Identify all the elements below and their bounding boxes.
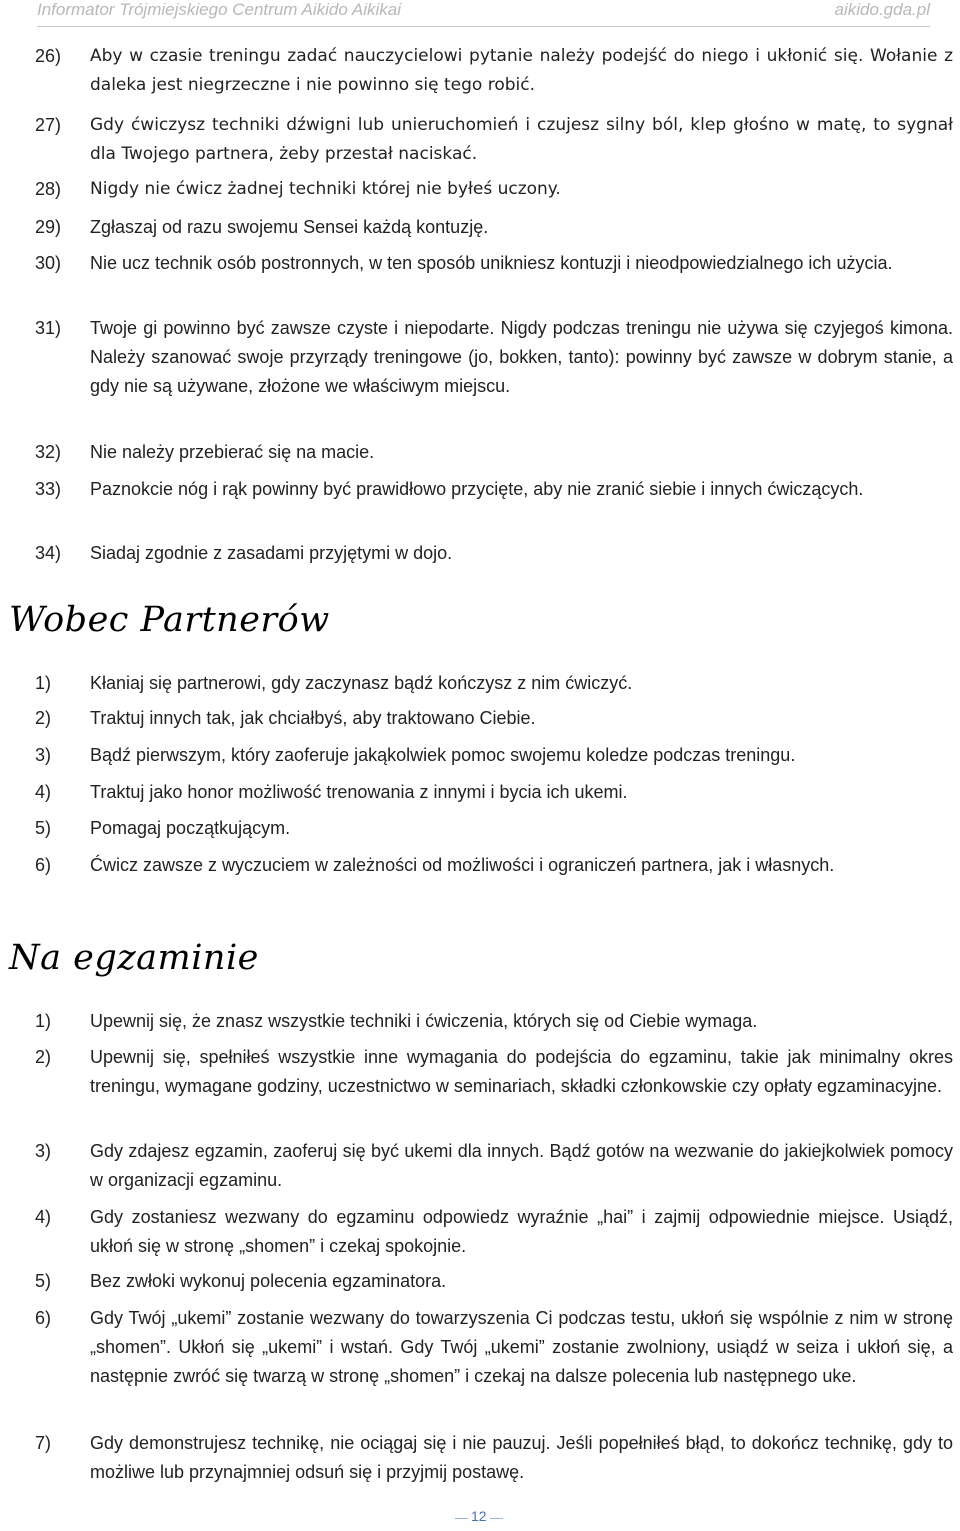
list-item: [35, 778, 955, 807]
list-item: [35, 175, 955, 204]
item-number: 33): [35, 479, 62, 499]
item-number: 31): [35, 318, 62, 338]
item-number: 3): [35, 745, 52, 765]
item-text: Upewnij się, spełniłeś wszystkie inne wymagania do podejścia do egzaminu, takie jak minimalny okres treningu, wymagane godziny, uczestnictwo w seminariach, składki członkowskie czy opłaty egzaminacyjne.: [90, 1047, 953, 1096]
list-item: [35, 314, 955, 401]
list-item: [35, 213, 955, 242]
list-item: [35, 1043, 955, 1101]
item-number: 3): [35, 1141, 52, 1161]
item-text: Gdy zdajesz egzamin, zaoferuj się być ukemi dla innych. Bądź gotów na wezwanie do jakiejkolwiek pomocy w organizacji egzaminu.: [90, 1141, 953, 1190]
item-text: Nie ucz technik osób postronnych, w ten sposób unikniesz kontuzji i nieodpowiedzialnego ich użycia.: [90, 253, 893, 273]
item-number: 30): [35, 253, 62, 273]
item-text: Twoje gi powinno być zawsze czyste i niepodarte. Nigdy podczas treningu nie używa się czyjegoś kimona. Należy szanować swoje przyrządy treningowe (jo, bokken, tanto): powinny być zawsze w dobrym stanie, a gdy nie są używane, złożone we właściwym miejscu.: [90, 318, 953, 396]
item-text: Pomagaj początkującym.: [90, 818, 291, 838]
item-text: Bez zwłoki wykonuj polecenia egzaminatora.: [90, 1271, 447, 1291]
item-number: 2): [35, 708, 52, 728]
page-header: [37, 0, 930, 27]
item-text: Traktuj jako honor możliwość trenowania z innymi i bycia ich ukemi.: [90, 782, 628, 802]
list-item: [35, 669, 955, 698]
item-text: Gdy zostaniesz wezwany do egzaminu odpowiedz wyraźnie „hai” i zajmij odpowiednie miejsce. Usiądź, ukłoń się w stronę „shomen” i czekaj spokojnie.: [90, 1207, 953, 1256]
item-text: Traktuj innych tak, jak chciałbyś, aby traktowano Ciebie.: [90, 708, 536, 728]
item-number: 6): [35, 1308, 52, 1328]
list-item: [35, 249, 955, 278]
item-text: Gdy ćwiczysz techniki dźwigni lub unieruchomień i czujesz silny ból, klep głośno w matę, to sygnał dla Twojego partnera, żeby przestał naciskać.: [90, 115, 953, 164]
list-item: [35, 438, 955, 467]
item-text: Gdy Twój „ukemi” zostanie wezwany do towarzyszenia Ci podczas testu, ukłoń się wspólnie z nim w stronę „shomen”. Ukłoń się „ukemi” i wstań. Gdy Twój „ukemi” zostanie zwolniony, usiądź w seiza i ukłoń się, a następnie zwróć się twarzą w stronę „shomen” i czekaj na dalsze polecenia lub następnego uke.: [90, 1308, 953, 1386]
item-number: 27): [35, 115, 62, 135]
item-text: Ćwicz zawsze z wyczuciem w zależności od możliwości i ograniczeń partnera, jak i własnych.: [90, 855, 835, 875]
item-text: Nie należy przebierać się na macie.: [90, 442, 375, 462]
list-item: [35, 475, 955, 504]
list-item: [35, 1137, 955, 1195]
list-item: [35, 111, 955, 169]
item-text: Aby w czasie treningu zadać nauczycielowi pytanie należy podejść do niego i ukłonić się. Wołanie z daleka jest niegrzeczne i nie powinno się tego robić.: [90, 46, 953, 95]
list-item: [35, 1267, 955, 1296]
item-text: Paznokcie nóg i rąk powinny być prawidłowo przycięte, aby nie zranić siebie i innych ćwiczących.: [90, 479, 864, 499]
list-item: [35, 1203, 955, 1261]
list-item: [35, 42, 955, 100]
item-text: Siadaj zgodnie z zasadami przyjętymi w dojo.: [90, 543, 453, 563]
item-number: 1): [35, 1011, 52, 1031]
item-text: Nigdy nie ćwicz żadnej techniki której nie byłeś uczony.: [90, 179, 561, 199]
list-item: [35, 851, 955, 880]
list-item: [35, 704, 955, 733]
item-number: 7): [35, 1433, 52, 1453]
item-text: Bądź pierwszym, który zaoferuje jakąkolwiek pomoc swojemu koledze podczas treningu.: [90, 745, 796, 765]
item-number: 26): [35, 46, 62, 66]
item-text: Zgłaszaj od razu swojemu Sensei każdą kontuzję.: [90, 217, 489, 237]
item-number: 32): [35, 442, 62, 462]
item-number: 2): [35, 1047, 52, 1067]
item-number: 5): [35, 818, 52, 838]
item-number: 4): [35, 1207, 52, 1227]
section-heading: Wobec Partnerów: [9, 600, 330, 640]
header-title: Informator Trójmiejskiego Centrum Aikido Aikikai: [37, 0, 402, 19]
item-number: 34): [35, 543, 62, 563]
page-number: 12: [468, 1508, 490, 1524]
item-number: 28): [35, 179, 62, 199]
item-text: Kłaniaj się partnerowi, gdy zaczynasz bądź kończysz z nim ćwiczyć.: [90, 673, 633, 693]
list-item: [35, 741, 955, 770]
item-number: 29): [35, 217, 62, 237]
item-text: Gdy demonstrujesz technikę, nie ociągaj się i nie pauzuj. Jeśli popełniłeś błąd, to dokończ technikę, gdy to możliwe lub przynajmniej odsuń się i przyjmij postawę.: [90, 1433, 953, 1482]
page-footer: [0, 1508, 960, 1528]
list-item: [35, 1429, 955, 1487]
item-number: 4): [35, 782, 52, 802]
section-heading: Na egzaminie: [9, 938, 259, 978]
header-website: aikido.gda.pl: [834, 0, 930, 19]
list-item: [35, 814, 955, 843]
item-number: 6): [35, 855, 52, 875]
item-number: 1): [35, 673, 52, 693]
list-item: [35, 539, 955, 568]
item-text: Upewnij się, że znasz wszystkie techniki i ćwiczenia, których się od Ciebie wymaga.: [90, 1011, 758, 1031]
list-item: [35, 1304, 955, 1391]
list-item: [35, 1007, 955, 1036]
item-number: 5): [35, 1271, 52, 1291]
